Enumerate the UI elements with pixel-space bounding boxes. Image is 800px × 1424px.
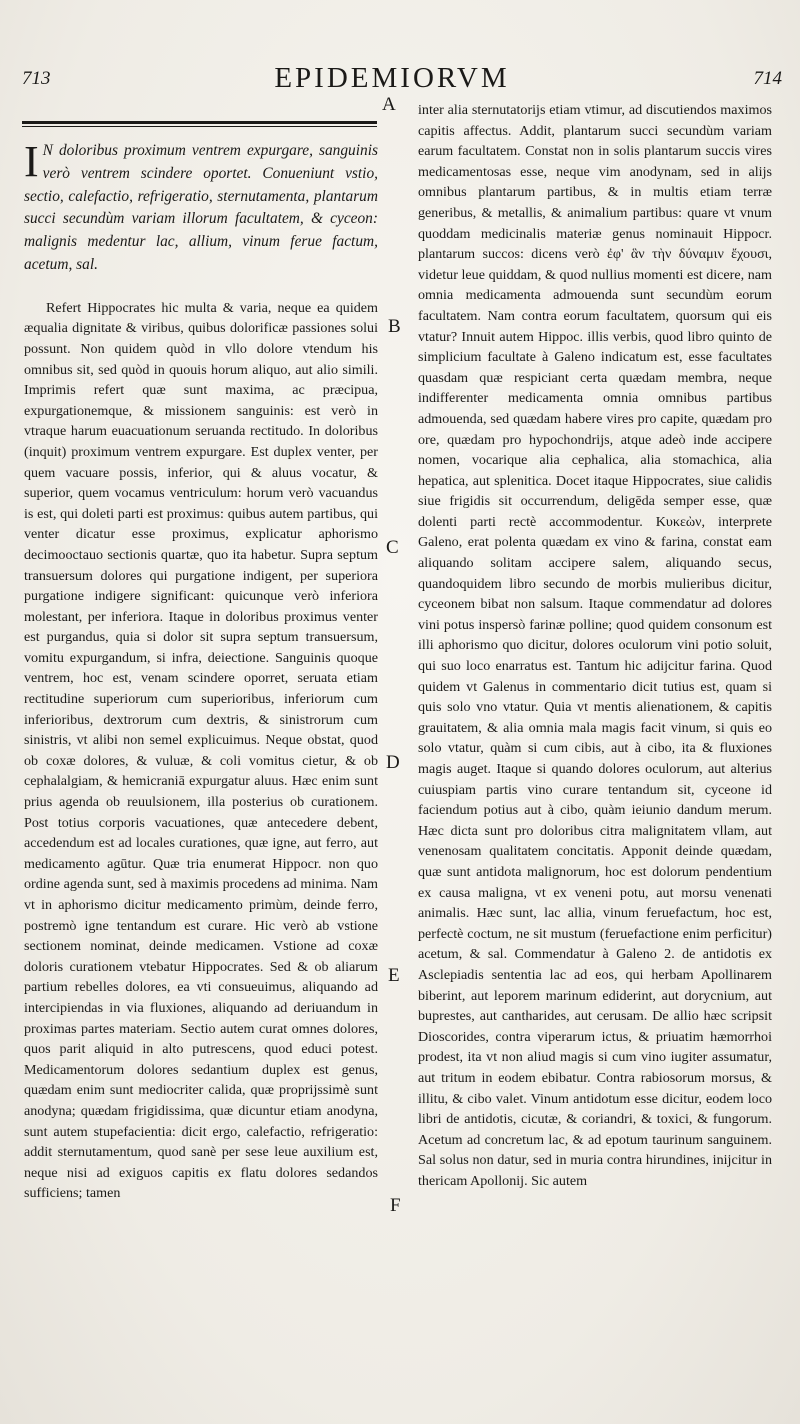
- page-number-right: 714: [753, 68, 782, 89]
- right-column: [418, 100, 772, 1191]
- drop-cap: I: [24, 137, 39, 186]
- margin-letter-f: F: [390, 1195, 401, 1216]
- aphorism-text: [24, 137, 378, 277]
- page-header: [22, 62, 782, 98]
- left-column: [24, 137, 378, 1204]
- aphorism-body: N doloribus proximum ventrem expurgare, sanguinis verò ventrem scindere oportet. Conueniunt vstio, sectio, calefactio, refrigeratio, sternutamenta, plantarum succi secundùm variam illorum facultatem, & cyceon: malignis medentur lac, allium, vinum ferue factum, acetum, sal.: [24, 142, 378, 273]
- right-column-text: inter alia sternutatorijs etiam vtimur, ad discutiendos maximos capitis affectus. Addit, plantarum succi secundùm variam earum facultatem. Constat non in solis plantarum succis vires medicamentosas esse, neque vim anodynam, sed in alijs omnibus plantarum partibus, & in multis etiam terræ generibus, & metallis, & animalium partibus: quare vt vnum quoddam medicinalis materiæ genus nominauit Hippocr. plantarum succos: dicens verò ἐφ' ἃν τὴν δύναμιν ἔχουσι, videtur leue quiddam, & quod nullius momenti est dicere, nam omnia medicamenta admouenda sunt secundùm eorum facultatem. Nam contra eorum facultatem, quorsum qui eis vtatur? Innuit autem Hippoc. illis verbis, quod libro quinto de simplicium facultate à Galeno indicatum est, esse facultates quasdam quæ respiciant certa quædam membra, neque indifferenter medicamenta omnia omnibus partibus admouenda, sed quædam habere vires pro capite, quædam pro ore, quædam pro hypochondrijs, atque adeò inde accipere nomen, vocarique alia cephalica, alia stomachica, alia hepatica, aut splenitica. Docet itaque Hippocrates, siue calidis siue frigidis sit occurrendum, deligēda semper esse, quæ dolenti parti rectè accommodentur. Κυκεὼν, interprete Galeno, erat polenta quædam ex vino & farina, constat eam aliquando solitam accipere salem, aliquando secus, quandoquidem libro secundo de morbis mulieribus dicitur, cyceonem bibat non salsum. Itaque commendatur ad dolores vini potus inspersò farinæ polline; quod quidem consonum est illi aphorismo quo dicitur, dolores oculorum vini potio soluit, qui suo loco enarratus est. Tantum hic adijcitur farina. Quod quidem vt Galenus in commentario dicit tutius est, quam si quis solo vno vtatur. Quia vt mentis alienationem, & capitis grauitatem, & alia omnia mala magis facit vinum, si quis eo solo vtatur, quàm si cum cibis, aut à cibo, ita & fluxiones magis auget. Itaque si quando dolores oculorum, aut alterius cuiuspiam partis vino curare tentandum sit, cyceone id faciendum potius aut à cibo, quàm ieiunio dandum merum. Hæc dicta sunt pro doloribus citra malignitatem vllam, aut venenosam qualitatem concitatis. Apponit deinde quædam, quæ sunt antidota malignorum, hoc est dolorum pendentium ex causa maligna, vt ex veneni potu, aut morsu venenati animalis. Hæc sunt, lac allia, vinum feruefactum, hoc est, perfectè coctum, ne sit mustum (feruefactione enim perficitur) acetum, & sal. Commendatur à Galeno 2. de antidotis ex Asclepiadis sententia lac ad eos, qui herbam Apollinarem biberint, aut leporem marinum ediderint, aut dorycnium, aut buprestes, aut cantharides, aut cerusam. De allio hæc scripsit Dioscorides, contra viperarum ictus, & priuatim hæmorrhoi prodest, ita vt non aliud magis si cum vino iugiter assumatur, aut tritum in eodem ebibatur. Contra rabiosorum morsus, & illitu, & cibo valet. Vinum antidotum esse dicitur, eodem loco libri de antidotis, cicutæ, & coriandri, & toxici, & fungorum. Acetum ad concretum lac, & ad epotum taurinum sanguinem. Sal solus non datur, sed in muria contra hirundines, inijcitur in thericam Apollonij. Sic autem: [418, 102, 772, 1189]
- margin-letter-e: E: [388, 965, 400, 986]
- margin-letter-c: C: [386, 537, 399, 558]
- header-rule-thick: [22, 121, 377, 124]
- margin-letter-b: B: [388, 316, 401, 337]
- page-number-left: 713: [22, 68, 51, 89]
- header-rule-thin: [22, 126, 377, 127]
- margin-letter-d: D: [386, 752, 400, 773]
- running-title: EPIDEMIORVM: [274, 62, 510, 94]
- commentary-paragraph: Refert Hippocrates hic multa & varia, neque ea quidem æqualia dignitate & viribus, quibus dolorificæ passiones solui possunt. Non quidem quòd in vllo dolore vtendum his omnibus sit, sed quòd in quouis horum aliquo, aut alio simili. Imprimis refert quæ sunt maxima, ac præcipua, expurgationemque, & missionem sanguinis: est verò in vtraque harum euacuationum seruanda rectitudo. In doloribus (inquit) proximum ventrem expurgare. Est duplex venter, per quem vacuare possis, inferior, qui & aluus vocatur, & superior, quem vocamus ventriculum: horum verò vacuandus is est, qui doleti parti est proximus: quibus autem partibus, qui venter dicatur esse proximus, explicatur aphorismo decimooctauo sectionis quartæ, quo ita habetur. Supra septum transuersum dolores qui purgatione indigent, per superiora purgatione indigere significant: quicunque verò inferiora molestant, per inferiora. Itaque in doloribus proximus venter est purgandus, quia si dolor sit supra septum transuersum, vomitu expurgandum, si infra, deiectione. Sanguinis quoque ventrem, hoc est, venam scindere oporret, seruata etiam rectitudine superiorum cum superioribus, inferiorum cum inferioribus, dextrorum cum dextris, & sinistrorum cum sinistris, vt alibi non semel explicuimus. Neque obstat, quod ob coxæ dolores, & vuluæ, & coli vomitus cietur, & ob cephalalgiam, & hemicraniā expurgatur aluus. Hæc enim sunt prius agenda ob reuulsionem, illa posterius ob curationem. Post totius corporis vacuationes, quæ antecedere debent, accedendum est ad locales curationes, quæ igne, aut ferro, aut medicamento agūtur. Quæ tria enumerat Hippocr. non quo ordine agenda sunt, sed à maximis procedens ad minima. Nam vt in aphorismo dicitur medicamento primùm, deinde ferro, postremò igne tentandum est curare. Hic verò ab vstione sectionem nominat, deinde medicamen. Vstione ad coxæ doloris curationem vtebatur Hippocrates. Sed & ob aliarum partium rebelles dolores, ea vti consueuimus, aliquando ad intercipiendas in via fluxiones, aliquando ad deriuandum in proximas partes materiam. Sectio autem curat omnes dolores, quos parit aliquid in alto putrescens, quod educi potest. Medicamentorum dolores sedantium duplex est genus, quædam enim sunt mediocriter calida, quæ proprijssimè sunt anodyna; quædam frigidissima, quæ dicuntur etiam anodyna, sunt autem stupefacientia: dicit ergo, calefactio, refrigeratio: addit sternutamentum, quod sanè per sese leue auxilium est, neque nisi ad exiguos capitis ex flatu dolores sedandos sufficiens; tamen: [24, 299, 378, 1202]
- margin-letter-a: A: [382, 94, 396, 115]
